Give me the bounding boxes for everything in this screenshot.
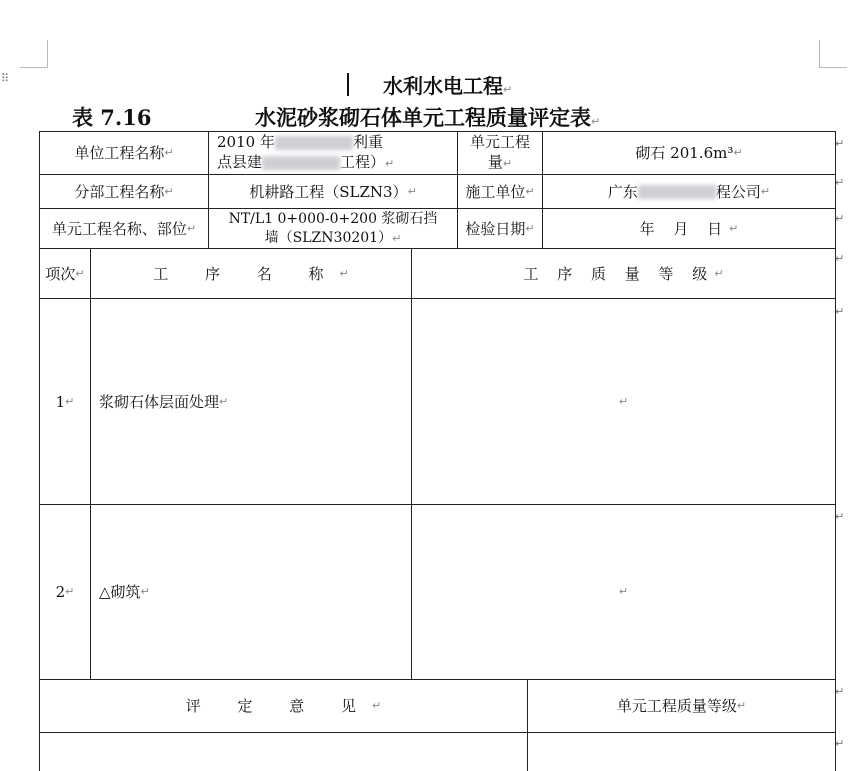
table-row-grade[interactable]: ↵ — [618, 585, 629, 598]
col-header-grade: 工 序 质 量 等 级 ↵ — [523, 264, 724, 283]
inspect-date-label: 检验日期 ↵ — [465, 219, 535, 238]
row-end-mark: ↵ — [835, 252, 845, 265]
page-corner-mark-top-right — [819, 40, 847, 68]
table-row-procedure: △砌筑 ↵ — [99, 583, 150, 601]
row-end-mark: ↵ — [835, 137, 845, 150]
table-row-procedure: 浆砌石体层面处理 ↵ — [99, 392, 229, 411]
assessment-opinion-label: 评 定 意 见 ↵ — [185, 697, 382, 715]
unit-name-label: 单元工程名称、部位 ↵ — [51, 219, 197, 238]
contractor-value[interactable]: 广东 程公司 ↵ — [607, 182, 771, 201]
row-end-mark: ↵ — [835, 685, 845, 698]
inspect-date-value[interactable]: 年 月 日 ↵ — [639, 219, 739, 238]
table-row-grade[interactable]: ↵ — [618, 394, 629, 408]
unit-project-label: 单位工程名称 ↵ — [74, 144, 174, 162]
row-end-mark: ↵ — [835, 176, 845, 189]
row-end-mark: ↵ — [835, 737, 845, 750]
document-header-title: 水利水电工程↵ — [383, 74, 513, 98]
row-end-mark: ↵ — [835, 510, 845, 523]
table-number: 表 7.16 — [72, 105, 152, 130]
contractor-label: 施工单位 ↵ — [465, 182, 535, 201]
unit-project-value[interactable]: 2010 年 利重 点县建 工程）↵ — [217, 133, 395, 171]
page-corner-mark-top-left — [20, 40, 48, 68]
unit-quantity-value[interactable]: 砌石 201.6m³ ↵ — [635, 144, 743, 162]
unit-quality-grade-label: 单元工程质量等级 ↵ — [616, 697, 747, 715]
table-move-handle[interactable]: ⠿ — [1, 72, 11, 85]
table-row-index: 1 ↵ — [55, 392, 75, 411]
table-row-index: 2 ↵ — [55, 583, 75, 601]
row-end-mark: ↵ — [835, 212, 845, 225]
division-value[interactable]: 机耕路工程（SLZN3） ↵ — [249, 182, 417, 201]
unit-name-value[interactable]: NT/L1 0+000-0+200 浆砌石挡 墙（SLZN30201）↵ — [228, 210, 438, 246]
col-header-index: 项次 ↵ — [45, 264, 85, 283]
unit-quantity-label: 单元工程 量↵ — [469, 133, 530, 171]
table-title: 水泥砂浆砌石体单元工程质量评定表↵ — [255, 105, 601, 130]
text-cursor — [347, 73, 349, 96]
row-end-mark: ↵ — [835, 305, 845, 318]
col-header-procedure: 工 序 名 称 ↵ — [153, 264, 349, 283]
division-label: 分部工程名称 ↵ — [74, 182, 174, 201]
quality-assessment-table — [39, 131, 835, 771]
